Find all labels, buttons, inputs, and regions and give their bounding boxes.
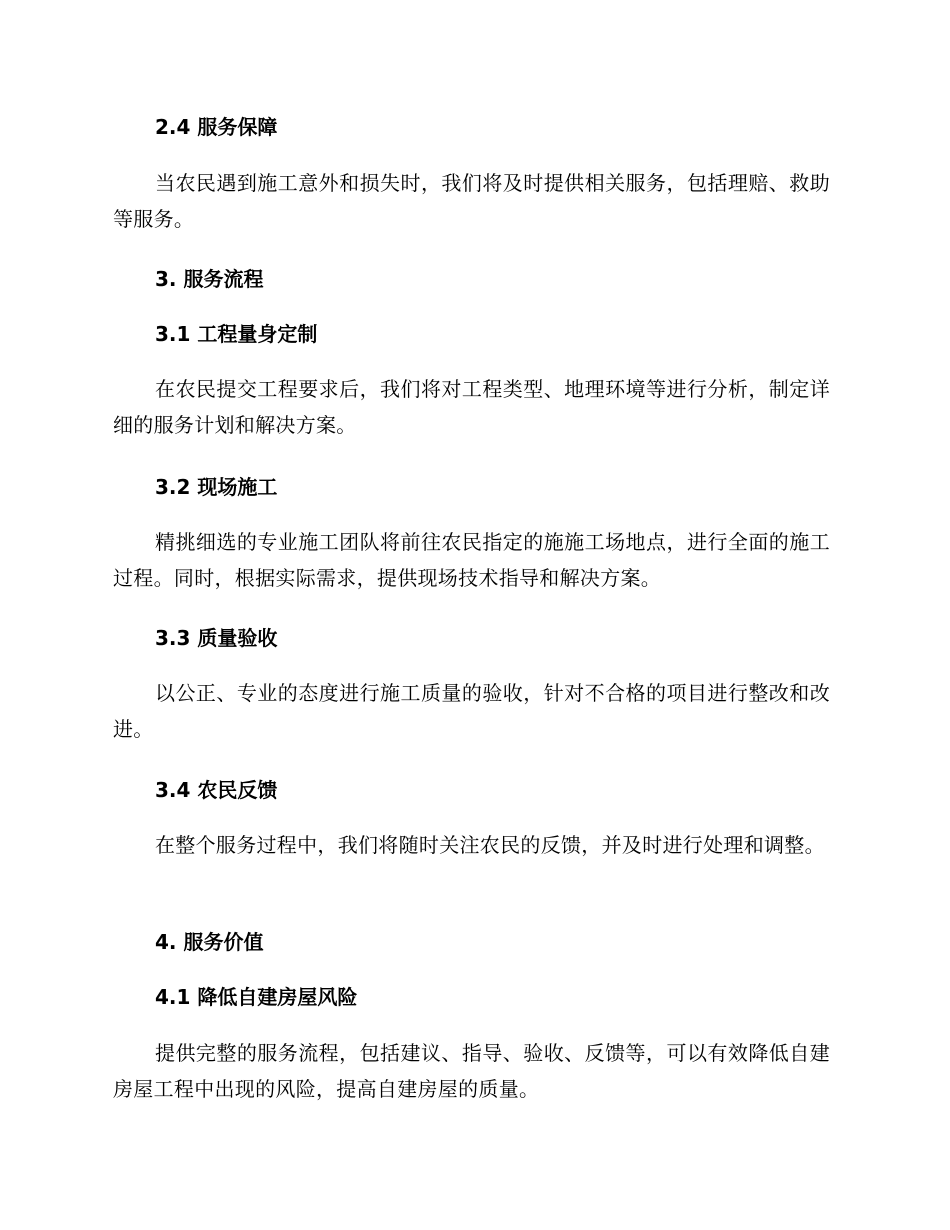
section-heading-3-2: 3.2 现场施工 xyxy=(155,475,278,499)
section-heading-2-4: 2.4 服务保障 xyxy=(155,115,278,139)
section-paragraph-3-2: 精挑细选的专业施工团队将前往农民指定的施施工场地点，进行全面的施工过程。同时，根据实际需求，提供现场技术指导和解决方案。 xyxy=(113,530,830,590)
section-heading-3-1: 3.1 工程量身定制 xyxy=(155,322,318,346)
section-heading-3-4: 3.4 农民反馈 xyxy=(155,778,278,802)
section-paragraph-4-1: 提供完整的服务流程，包括建议、指导、验收、反馈等，可以有效降低自建房屋工程中出现的风险，提高自建房屋的质量。 xyxy=(113,1041,830,1101)
section-paragraph-2-4: 当农民遇到施工意外和损失时，我们将及时提供相关服务，包括理赔、救助等服务。 xyxy=(113,171,830,231)
section-paragraph-3-3: 以公正、专业的态度进行施工质量的验收，针对不合格的项目进行整改和改进。 xyxy=(113,681,830,741)
section-heading-4: 4. 服务价值 xyxy=(155,930,264,954)
section-paragraph-3-1: 在农民提交工程要求后，我们将对工程类型、地理环境等进行分析，制定详细的服务计划和解决方案。 xyxy=(113,377,830,437)
section-heading-4-1: 4.1 降低自建房屋风险 xyxy=(155,985,358,1009)
section-heading-3-3: 3.3 质量验收 xyxy=(155,626,278,650)
section-heading-3: 3. 服务流程 xyxy=(155,267,264,291)
section-paragraph-3-4: 在整个服务过程中，我们将随时关注农民的反馈，并及时进行处理和调整。 xyxy=(155,833,825,857)
